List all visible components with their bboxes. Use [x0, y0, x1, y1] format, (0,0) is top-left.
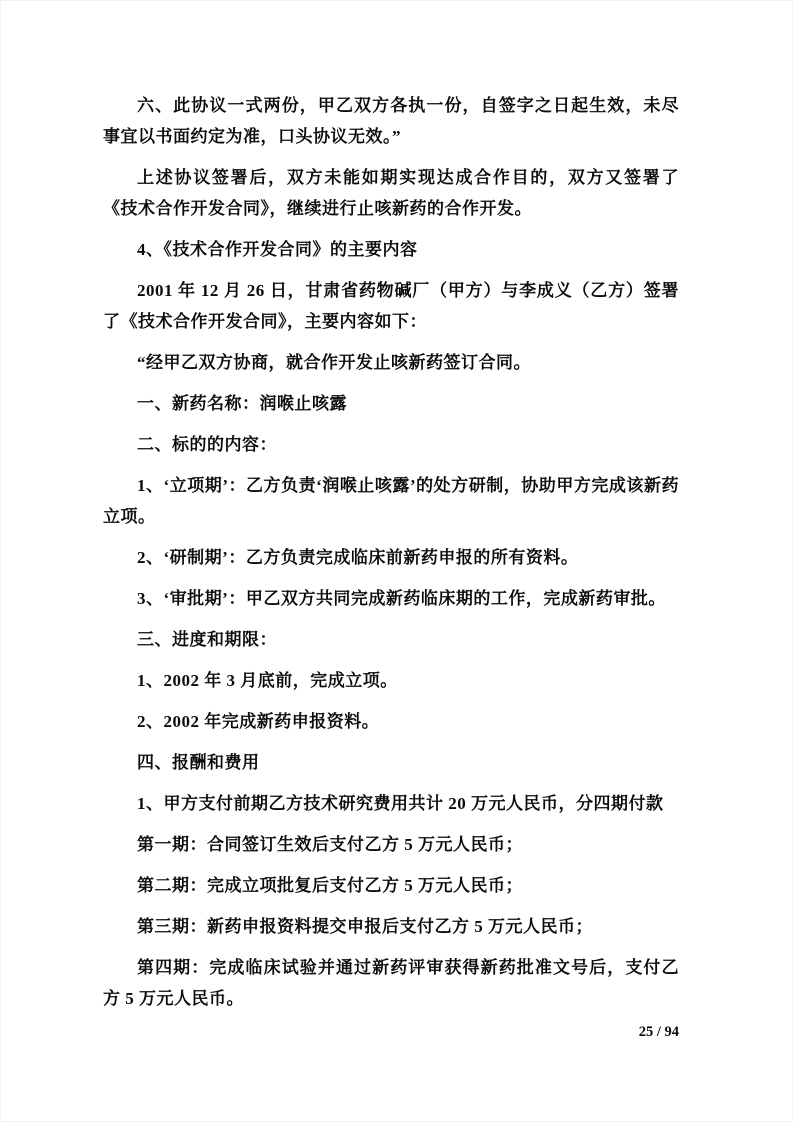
paragraph-agreement-followup: 上述协议签署后，双方未能如期实现达成合作目的，双方又签署了《技术合作开发合同》，继续进行止咳新药的合作开发。 — [103, 168, 679, 218]
paragraph-installment-2: 第二期：完成立项批复后支付乙方 5 万元人民币； — [137, 876, 523, 895]
paragraph-contract-intro: “经甲乙双方协商，就合作开发止咳新药签订合同。 — [137, 353, 531, 372]
paragraph-schedule-2: 2、2002 年完成新药申报资料。 — [137, 712, 380, 731]
paragraph-phase-setup: 1、‘立项期’：乙方负责‘润喉止咳露’的处方研制，协助甲方完成该新药立项。 — [103, 476, 679, 526]
paragraph-schedule-1: 1、2002 年 3 月底前，完成立项。 — [137, 671, 398, 690]
paragraph-fees-total: 1、甲方支付前期乙方技术研究费用共计 20 万元人民币，分四期付款 — [137, 794, 664, 813]
paragraph-item-3-schedule: 三、进度和期限： — [137, 630, 277, 649]
paragraph-item-2-subject: 二、标的的内容： — [137, 435, 277, 454]
paragraph-contract-date: 2001 年 12 月 26 日，甘肃省药物碱厂（甲方）与李成义（乙方）签署了《技术合作开发合同》，主要内容如下： — [103, 281, 679, 331]
paragraph-item-4-fees: 四、报酬和费用 — [137, 753, 260, 772]
paragraph-phase-development: 2、‘研制期’：乙方负责完成临床前新药申报的所有资料。 — [137, 548, 579, 567]
page-number: 25 / 94 — [638, 1024, 679, 1040]
document-body — [103, 90, 679, 1024]
paragraph-item-1-drug-name: 一、新药名称：润喉止咳露 — [137, 394, 347, 413]
paragraph-installment-1: 第一期：合同签订生效后支付乙方 5 万元人民币； — [137, 835, 523, 854]
paragraph-clause-6: 六、此协议一式两份，甲乙双方各执一份，自签字之日起生效，未尽事宜以书面约定为准，口头协议无效。” — [103, 96, 679, 146]
paragraph-installment-3: 第三期：新药申报资料提交申报后支付乙方 5 万元人民币； — [137, 917, 593, 936]
paragraph-installment-4: 第四期：完成临床试验并通过新药评审获得新药批准文号后，支付乙方 5 万元人民币。 — [103, 958, 679, 1008]
paragraph-phase-approval: 3、‘审批期’：甲乙双方共同完成新药临床期的工作，完成新药审批。 — [137, 589, 666, 608]
paragraph-section-4-heading: 4、《技术合作开发合同》的主要内容 — [137, 240, 418, 259]
